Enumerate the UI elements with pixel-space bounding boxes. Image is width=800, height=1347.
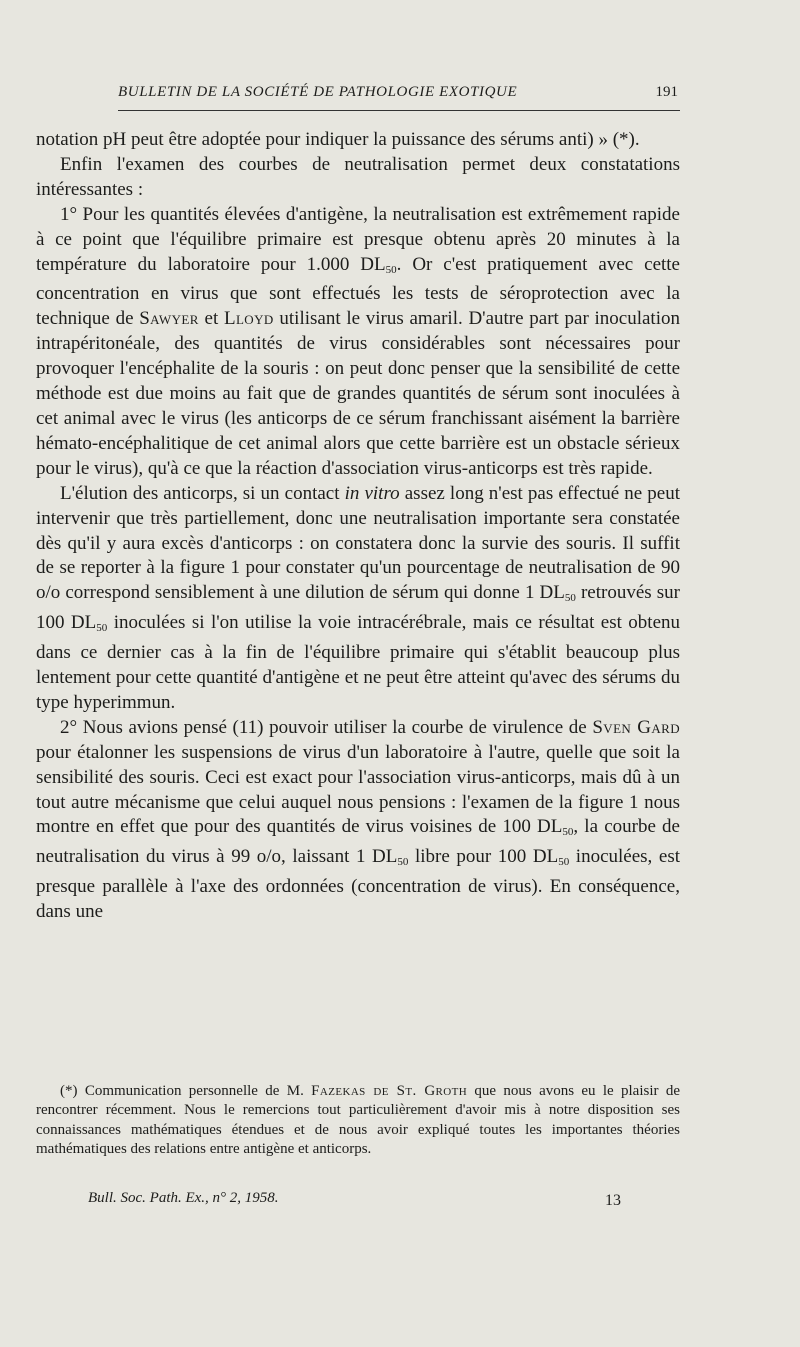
journal-citation: Bull. Soc. Path. Ex., n° 2, 1958. — [88, 1190, 279, 1206]
subscript: 50 — [564, 592, 576, 605]
signature-number: 13 — [605, 1192, 621, 1209]
paragraph-2: Enfin l'examen des courbes de neutralisation permet deux constatations intéressantes : — [36, 153, 680, 200]
body-text — [36, 128, 680, 925]
subscript: 50 — [562, 826, 574, 839]
subscript: 50 — [397, 856, 409, 869]
author-name: Fazekas de St. Groth — [311, 1083, 468, 1099]
subscript: 50 — [558, 856, 570, 869]
author-name: Sven Gard — [592, 716, 680, 738]
paragraph-5: 2° Nous avions pensé (11) pouvoir utiliser la courbe de virulence de Sven Gard pour étalonner les suspensions de virus d'un laboratoire à l'autre, quelle que soit la sensibilité des souris. Ceci est exact pour l'association virus-anticorps, mais dû à un tout autre mécanisme que celui auquel nous pensions : l'examen de la figure 1 nous montre en effet que pour des quantités de virus voisines de 100 $DL_{50}$, la courbe de neutralisation du virus à 99 o/o, laissant 1 $DL_{50}$ libre pour 100 $DL_{50}$ inoculées, est presque parallèle à l'axe des ordonnées (concentration de virus). En conséquence, dans une — [36, 716, 680, 923]
header-rule — [118, 110, 680, 111]
footnote: (*) Communication personnelle de M. Fazekas de St. Groth que nous avons eu le plaisir de rencontrer récemment. Nous le remercions tout particulièrement d'avoir mis à notre disposition ses connaissances mathématiques étendues et de nous avoir expliqué toutes les importantes théories mathématiques des relations entre antigène et anticorps. — [36, 1083, 680, 1157]
paragraph-4: L'élution des anticorps, si un contact in vitro assez long n'est pas effectué ne peut intervenir que très partiellement, donc une neutralisation importante sera constatée dès qu'il y aura excès d'anticorps : on constatera donc la survie des souris. Il suffit de se reporter à la figure 1 pour constater qu'un pourcentage de neutralisation de 90 o/o correspond sensiblement à une dilution de sérum qui donne 1 $DL_{50}$ retrouvés sur 100 $DL_{50}$ inoculées si l'on utilise la voie intracérébrale, mais ce résultat est obtenu dans ce dernier cas à la fin de l'équilibre primaire qui s'établit beaucoup plus lentement pour cette quantité d'antigène et ne peut être atteint qu'avec des sérums du type hyperimmun. — [36, 482, 681, 713]
author-name: Sawyer — [139, 308, 199, 330]
running-head — [118, 84, 678, 101]
paragraph-3: 1° Pour les quantités élevées d'antigène, la neutralisation est extrêmement rapide à ce point que l'équilibre primaire est presque obtenu après 20 minutes à la température du laboratoire pour 1.000 $DL_{50}$. Or c'est pratiquement avec cette concentration en virus que sont effectués les tests de séroprotection avec la technique de Sawyer et Lloyd utilisant le virus amaril. D'autre part par inoculation intrapéritonéale, des quantités de virus considérables sont nécessaires pour provoquer l'encéphalite de la souris : on peut donc penser que la sensibilité de cette méthode est due moins au fait que de grandes quantités de sérum sont inoculées à cet animal avec le virus (les anticorps de ce sérum franchissant aisément la barrière hémato-encéphalitique de cet animal alors que cette barrière est un obstacle sérieux pour le virus), qu'à ce que la réaction d'association virus-anticorps est très rapide. — [36, 203, 680, 479]
author-name: Lloyd — [223, 308, 274, 330]
subscript: 50 — [385, 263, 397, 276]
italic-term: in vitro — [344, 482, 400, 504]
paragraph-1: notation pH peut être adoptée pour indiquer la puissance des sérums anti) » (*). — [36, 129, 640, 150]
journal-title: BULLETIN DE LA SOCIÉTÉ DE PATHOLOGIE EXOTIQUE — [118, 84, 518, 100]
subscript: 50 — [96, 622, 108, 635]
page-number: 191 — [655, 84, 678, 100]
